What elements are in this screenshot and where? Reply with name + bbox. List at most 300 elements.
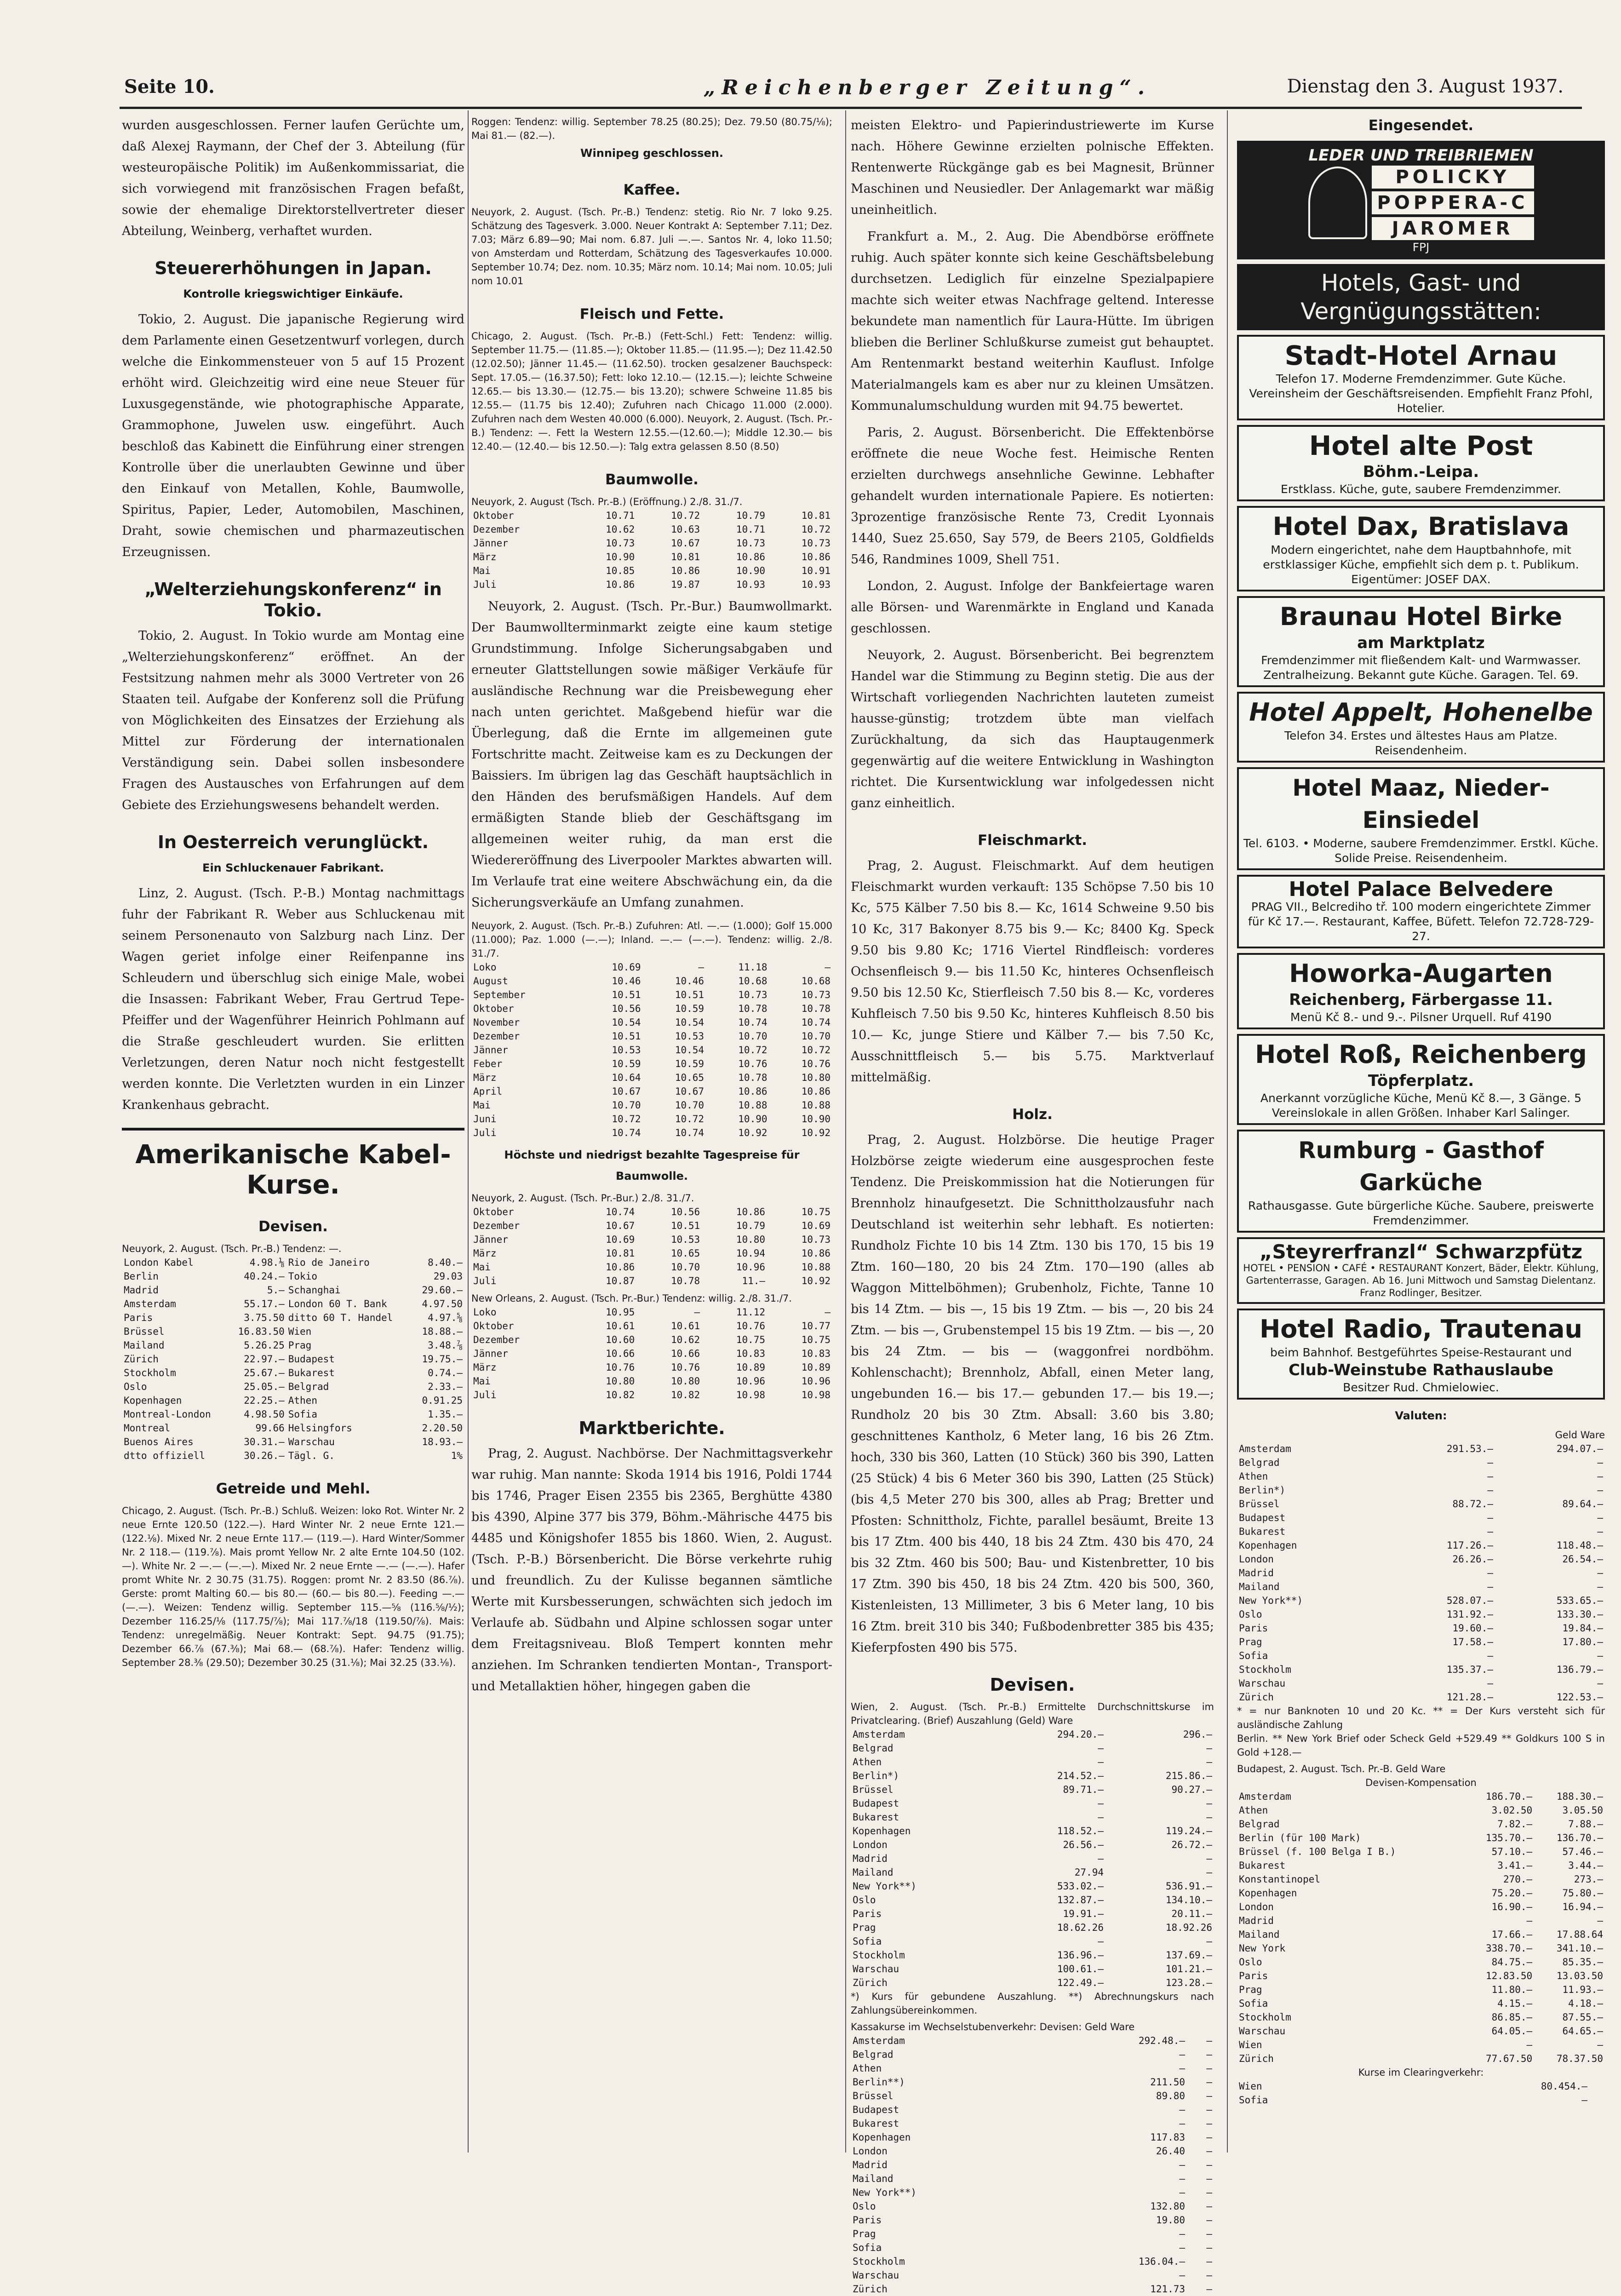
table-row	[471, 1112, 832, 1126]
row-value: 10.89	[801, 1362, 831, 1373]
row-value: 10.75	[801, 1206, 831, 1217]
table-row	[1237, 2010, 1605, 2024]
row-value: 528.07.—	[1446, 1595, 1493, 1606]
row-value: 132.80	[1150, 2201, 1186, 2212]
row-value: Tägl. G.	[288, 1450, 335, 1461]
table-row	[1237, 1442, 1605, 1456]
advertisements	[1237, 141, 1605, 1400]
row-label: Juli	[473, 1275, 497, 1286]
berlin-note: Berlin. ** New York Brief oder Scheck Geld +529.49 ** Goldkurs 100 S in Gold +128.—	[1237, 1733, 1605, 1758]
article-headline: Steuererhöhungen in Japan.	[155, 258, 432, 278]
table-row	[471, 536, 832, 550]
table-row	[851, 1907, 1214, 1921]
table-row	[1237, 1997, 1605, 2010]
market-report: Prag, 2. August. Holzbörse. Die heutige Prager Holzbörse zeigte wiederum eine ausgesprochen feste Tendenz. Die Preiskommission hat die Notierungen für Brennholz hinaufgesetzt. Die Schnittholzausfuhr nach Deutschland ist weiterhin sehr lebhaft. Es notierten: Rundholz Fichte 10 bis 14 Ztm. 130 bis 170, 15 bis 19 Ztm. 160—180, 20 bis 24 Ztm. 170—190 (alles ab Waggon Mittelböhmen); Grubenholz, Fichte, Tanne 10 bis 14 Ztm. — bis —, 15 bis 19 Ztm. — bis —, 20 bis 24 Ztm. — bis —, Grubenstempel 15 bis 19 Ztm. — bis —, 20 bis 24 Ztm. — bis — (waggonfrei nordböhm. Kohlenschacht); Brennholz, Abfall, einen Meter lang, ungebunden 16.— bis 17.— gebunden 17.— bis 19.—; Rundholz 20 bis 30 Ztm. Absall: 3.60 bis 3.80; geschnittenes Kantholz, 6 Meter lang, 16 bis 26 Ztm. hoch, 330 bis 360, Latten (10 Stück) 360 bis 390, Latten (25 Stück) 4 bis 6 Meter 360 bis 390, Latten (25 Stück) (bis 4,5 Meter 270 bis 300, alles ab Prag; Bretter und Pfosten: Schnittholz, Fichte, parallel besäumt, Breite 13 bis 17 Ztm. 400 bis 440, 18 bis 24 Ztm. 430 bis 470, 24 bis 32 Ztm. 460 bis 500; Bau- und Kistenbretter, 10 bis 17 Ztm. 390 bis 450, 18 bis 24 Ztm. 420 bis 500, 360, Kistenleisten, 13 Millimeter, 3 bis 6 Meter lang, 10 bis 16 Ztm. breit 310 bis 340; Fußbodenbretter 385 bis 435; Kieferpfosten 490 bis 575.	[851, 1133, 1214, 1655]
row-value: 188.30.—	[1556, 1791, 1603, 1802]
market-report: meisten Elektro- und Papierindustriewerte im Kurse nach. Höhere Gewinne erzielten polnische Effekten. Rentenwerte Rückgänge gab es bei Magnesit, Brünner Maschinen und Neusiedler. Der Anlagemarkt war mäßig uneinheitlich.	[851, 118, 1214, 217]
row-label: März	[473, 1072, 497, 1083]
row-value: 10.87	[606, 1275, 635, 1286]
table-row	[471, 1126, 832, 1140]
hotel-name: Hotel Dax, Bratislava	[1272, 512, 1569, 541]
brand-word: POPPERA-C	[1372, 191, 1534, 214]
row-value: —	[1487, 1526, 1493, 1537]
row-value: —	[1597, 1678, 1603, 1689]
row-value: 118.52.—	[1057, 1825, 1104, 1837]
row-value: 10.74	[738, 1017, 768, 1028]
row-value	[1589, 2093, 1605, 2107]
row-value: —	[1206, 2077, 1212, 2088]
ad-hotels-banner	[1237, 264, 1605, 330]
brand-word: POLICKY	[1372, 166, 1534, 189]
row-value: 4.97.50	[422, 1298, 463, 1309]
table-row	[1237, 1983, 1605, 1997]
row-value: 10.56	[612, 1003, 641, 1014]
row-value: 10.73	[606, 538, 635, 549]
row-value: 10.59	[675, 1003, 705, 1014]
row-label: März	[473, 1362, 497, 1373]
row-label: Juli	[473, 579, 497, 590]
row-label: London	[853, 2146, 888, 2157]
row-value: 10.70	[670, 1262, 700, 1273]
kassa-table	[851, 2034, 1214, 2296]
row-value: 3.44.—	[1568, 1860, 1603, 1871]
table-row	[851, 1948, 1214, 1962]
row-value: 7.82.—	[1497, 1819, 1533, 1830]
row-value: —	[1179, 2049, 1186, 2060]
row-value: 5.—	[267, 1285, 285, 1296]
row-value: 10.54	[675, 1045, 705, 1056]
row-value: —	[1597, 1512, 1603, 1523]
row-label: Brüssel (f. 100 Belga I B.)	[1239, 1846, 1396, 1857]
row-label: Berlin (für 100 Mark)	[1239, 1832, 1361, 1843]
row-value: 10.72	[738, 1045, 768, 1056]
ad-hotel	[1237, 1309, 1605, 1400]
hotel-text: Tel. 6103. • Moderne, saubere Fremdenzimmer. Erstkl. Küche. Solide Preise. Reisendenheim.	[1243, 837, 1599, 865]
quote-subheader: Kurse im Clearingverkehr:	[1358, 2067, 1484, 2078]
winnipeg-note: Winnipeg geschlossen.	[580, 147, 723, 160]
row-value: 88.72.—	[1452, 1498, 1493, 1510]
row-value: 10.74	[606, 1206, 635, 1217]
row-value: Budapest	[288, 1354, 335, 1365]
row-value: 10.69	[801, 1220, 831, 1231]
row-value: —	[1179, 2242, 1186, 2253]
table-row	[471, 1205, 832, 1219]
table-row	[851, 2144, 1214, 2158]
table-row	[1237, 2052, 1605, 2066]
table-row	[471, 1347, 832, 1360]
row-value: —	[1098, 1756, 1104, 1768]
row-value: 117.26.—	[1446, 1540, 1493, 1551]
row-value: 121.28.—	[1446, 1692, 1493, 1703]
row-value: 78.37.50	[1556, 2053, 1603, 2064]
row-label: Jänner	[473, 1348, 508, 1359]
row-label: Stockholm	[853, 1950, 905, 1961]
article-body: Tokio, 2. August. In Tokio wurde am Montag eine „Welterziehungskonferenz“ eröffnet. An der Festsitzung nahmen mehr als 3000 Vertreter von 26 Staaten teil. Aufgabe der Konferenz soll die Prüfung von Möglichkeiten des Einsatzes der Erziehung als Mittel zur Förderung der internationalen Verständigung sein. Dabei sollen insbesondere Fragen des Austausches von Erfahrungen auf dem Gebiete des Erziehungswesens behandelt werden.	[122, 629, 464, 812]
row-label: Athen	[1239, 1805, 1268, 1816]
row-value: 10.86	[670, 565, 700, 576]
ad-leather-belts	[1237, 141, 1605, 259]
row-label: Stockholm	[1239, 1664, 1291, 1675]
row-value: 122.53.—	[1556, 1692, 1603, 1703]
row-value: —	[1581, 2095, 1588, 2106]
row-value: Prag	[288, 1340, 312, 1351]
row-value: —	[1206, 2270, 1212, 2281]
row-value: 11.80.—	[1491, 1984, 1533, 1995]
row-value: 10.73	[738, 989, 768, 1000]
table-row	[122, 1338, 464, 1352]
row-label: Paris	[1239, 1623, 1268, 1634]
row-label: Wien	[1239, 2081, 1262, 2092]
row-value: 10.70	[801, 1031, 831, 1042]
hotel-text: Anerkannt vorzügliche Küche, Menü Kč 8.—, 3 Gänge. 5 Vereinslokale in allen Größen. Inhaber Karl Salinger.	[1260, 1091, 1582, 1119]
row-label: dtto offiziell	[124, 1450, 206, 1461]
table-row	[122, 1407, 464, 1421]
row-value: 132.87.—	[1057, 1894, 1104, 1906]
row-value: 75.20.—	[1491, 1888, 1533, 1899]
row-label: Berlin*)	[1239, 1485, 1286, 1496]
market-report: London, 2. August. Infolge der Bankfeiertage waren alle Börsen- und Warenmärkte in England und Kanada geschlossen.	[851, 579, 1214, 636]
row-label: Kopenhagen	[853, 1825, 911, 1837]
table-row	[1237, 1469, 1605, 1483]
row-value: 135.70.—	[1486, 1832, 1533, 1843]
row-value: 291.53.—	[1446, 1443, 1493, 1454]
row-label: Berlin*)	[853, 1770, 899, 1781]
table-row	[851, 2227, 1214, 2241]
row-label: Madrid	[124, 1285, 159, 1296]
row-value: 10.60	[606, 1334, 635, 1345]
row-value: 0.91.25	[422, 1395, 463, 1406]
table-row	[1237, 1483, 1605, 1497]
table-row	[471, 522, 832, 536]
table-row	[851, 1728, 1214, 1741]
row-label: Stockholm	[1239, 2012, 1291, 2023]
hotel-text: HOTEL • PENSION • CAFÉ • RESTAURANT Konzert, Bäder, Elektr. Kühlung, Gartenterrasse, Garagen. Ab 16. Juni Mittwoch und Samstag Dielentanz. Franz Rodlinger, Besitzer.	[1243, 1263, 1599, 1298]
row-label: Oktober	[473, 510, 514, 521]
row-value: 89.71.—	[1063, 1784, 1104, 1795]
row-value: —	[1179, 2118, 1186, 2129]
row-value: 10.67	[675, 1086, 705, 1097]
row-value: 1.35.—	[428, 1409, 463, 1420]
row-value: —	[1487, 1567, 1493, 1578]
grain-quotes: Chicago, 2. August. (Tsch. Pr.-B.) Schluß. Weizen: loko Rot. Winter Nr. 2 neue Ernte 120.50 (122.—). Hard Winter Nr. 2 neue Ernte 121.— (122.⅛). Mixed Nr. 2 neue Ernte 117.— (119.—). Hard Winter/Sommer Nr. 2 118.— (119.⅞). Mais promt Yellow Nr. 2 alte Ernte 104.50 (102.—). White Nr. 2 —.— (—.—). Mixed Nr. 2 neue Ernte —.— (—.—). Hafer promt White Nr. 2 30.75 (31.75). Roggen: promt Nr. 2 83.50 (86.⅞). Gerste: promt Malting 60.— bis 80.— (60.— bis 80.—). Feeding —.— (—.—). Weizen: Tendenz willig. September 115.—⅝ (116.⅝/½); Dezember 116.25/⅛ (117.75/⅞); Mai 117.⅞/18 (119.50/⅞). Mais: Tendenz: unregelmäßig. Neuer Kontrakt: Sept. 94.75 (91.75); Dezember 66.⅞ (67.⅜); Mai 68.— (68.⅞). Hafer: Tendenz willig. September 28.⅜ (29.50); Dezember 30.25 (31.⅛); Mai 32.25 (33.⅛).	[122, 1505, 464, 1668]
row-label: Oktober	[473, 1206, 514, 1217]
table-row	[471, 1002, 832, 1016]
table-row	[122, 1283, 464, 1297]
cotton-table	[471, 1205, 832, 1288]
table-row	[851, 1879, 1214, 1893]
row-label: April	[473, 1086, 503, 1097]
row-value: —	[1206, 2035, 1212, 2046]
row-value: Athen	[288, 1395, 317, 1406]
row-value: 19.80	[1156, 2215, 1186, 2226]
hotel-name: Hotel alte Post	[1309, 430, 1533, 461]
rye-quotes: Roggen: Tendenz: willig. September 78.25 (80.25); Dez. 79.50 (80.75/⅛); Mai 81.— (82.—).	[471, 116, 832, 141]
row-label: Prag	[853, 2228, 876, 2239]
row-value: 87.55.—	[1562, 2012, 1603, 2023]
row-label: Kopenhagen	[1239, 1540, 1297, 1551]
row-value: 10.78	[738, 1072, 768, 1083]
row-value: 10.98	[736, 1389, 766, 1401]
row-value: 55.17.—	[244, 1298, 285, 1309]
column-divider	[468, 110, 469, 2152]
row-label: Warschau	[853, 1963, 899, 1975]
row-label: Prag	[853, 1922, 876, 1933]
row-value: 64.65.—	[1562, 2026, 1603, 2037]
row-label: Paris	[1239, 1970, 1268, 1981]
row-label: Buenos Aires	[124, 1436, 194, 1447]
table-row	[1237, 2024, 1605, 2038]
quote-header: Budapest, 2. August. Tsch. Pr.-B. Geld Ware	[1237, 1763, 1446, 1774]
row-label: Bukarest	[1239, 1526, 1286, 1537]
row-label: Oktober	[473, 1320, 514, 1332]
row-value: 10.80	[736, 1234, 766, 1245]
row-value: 4.15.—	[1497, 1998, 1533, 2009]
ad-hotel	[1237, 335, 1605, 420]
row-value: —	[1526, 2039, 1533, 2050]
row-value: 10.64	[612, 1072, 641, 1083]
banner-text: Hotels, Gast- und Vergnügungsstätten:	[1300, 270, 1541, 325]
row-value: —	[1206, 2201, 1212, 2212]
table-row	[851, 1810, 1214, 1824]
row-value: 64.05.—	[1491, 2026, 1533, 2037]
row-value: 26.72.—	[1171, 1839, 1212, 1850]
row-value: 10.95	[606, 1307, 635, 1318]
row-value: 18.92.26	[1165, 1922, 1212, 1933]
row-value: 10.67	[612, 1086, 641, 1097]
table-row	[1237, 1690, 1605, 1704]
subsection-title: Fleisch und Fette.	[579, 306, 724, 322]
row-label: Zürich	[1239, 1692, 1274, 1703]
row-label: Kopenhagen	[853, 2132, 911, 2143]
market-report: Paris, 2. August. Börsenbericht. Die Effektenbörse eröffnete die neue Woche fest. Heimische Renten erzielten durchwegs ansehnliche Gewinne. Lebhafter gehandelt wurden internationale Papiere. Es notierten: 3prozentige französische Rente 73, Credit Lyonnais 1440, Suez 25.650, Say 579, de Beers 2105, Goldfields 546, Randmines 1009, Shell 751.	[851, 425, 1214, 567]
table-row	[471, 1057, 832, 1071]
row-label: Madrid	[853, 1853, 888, 1864]
row-value: 22.25.—	[244, 1395, 285, 1406]
row-value: 16.83.50	[238, 1326, 285, 1337]
row-value: 10.76	[801, 1058, 831, 1069]
row-value: 10.73	[801, 989, 831, 1000]
table-row	[1237, 1790, 1605, 1803]
row-value: 10.59	[675, 1058, 705, 1069]
row-value: —	[1206, 1798, 1212, 1809]
row-value	[1589, 2079, 1605, 2093]
row-value: 10.46	[612, 976, 641, 987]
row-value: 10.72	[675, 1114, 705, 1125]
hotel-name: Braunau Hotel Birke	[1279, 602, 1563, 631]
row-value: 17.66.—	[1491, 1929, 1533, 1940]
row-label: Berlin**)	[853, 2077, 905, 2088]
row-label: Belgrad	[853, 1743, 894, 1754]
table-row	[471, 1388, 832, 1402]
subsection-title: Fleischmarkt.	[977, 832, 1088, 849]
row-value: —	[1206, 2146, 1212, 2157]
row-label: Oslo	[853, 1894, 876, 1906]
row-label: Juni	[473, 1114, 497, 1125]
row-value: 10.74	[675, 1127, 705, 1138]
table-row	[471, 1305, 832, 1319]
table-row	[471, 974, 832, 988]
masthead-rule	[120, 107, 1582, 109]
table-row	[471, 988, 832, 1002]
table-row	[851, 1824, 1214, 1838]
table-row	[1237, 1649, 1605, 1663]
row-value: 10.46	[675, 976, 705, 987]
row-value: 10.70	[738, 1031, 768, 1042]
table-row	[851, 2172, 1214, 2186]
row-label: Zürich	[124, 1354, 159, 1365]
table-row	[851, 1741, 1214, 1755]
row-label: London	[853, 1839, 888, 1850]
row-value: 10.54	[675, 1017, 705, 1028]
row-label: Belgrad	[1239, 1457, 1280, 1468]
row-label: Brüssel	[853, 1784, 894, 1795]
hotel-text: Menü Kč 8.- und 9.-. Pilsner Urquell. Ruf 4190	[1290, 1010, 1552, 1024]
row-value: 19.87	[670, 579, 700, 590]
table-row	[122, 1435, 464, 1449]
row-value: 19.75.—	[422, 1354, 463, 1365]
table-row	[1237, 1607, 1605, 1621]
table-row	[122, 1394, 464, 1407]
row-label: Budapest	[853, 1798, 899, 1809]
table-row	[1237, 1969, 1605, 1983]
row-label: Wien	[1239, 2039, 1262, 2050]
row-value: 10.94	[736, 1248, 766, 1259]
row-value: 10.66	[670, 1348, 700, 1359]
meat-quotes: Chicago, 2. August. (Tsch. Pr.-B.) (Fett-Schl.) Fett: Tendenz: willig. September 11.75.— (11.85.—); Oktober 11.85.— (11.95.—); Dez 11.42.50 (12.02.50); Jänner 11.45.— (11.62.50). trocken gesalzener Bauchspeck: Sept. 17.05.— (16.37.50); Fett: loko 12.10.— (12.15.—); leichte Schweine 12.65.— bis 13.30.— (12.75.— bis 13.20); schwere Schweine 11.85 bis 12.55.— (11.75 bis 12.40); Zufuhren nach Chicago 11.000 (2.000). Zufuhren nach dem Westen 40.000 (6.000). Neuyork, 2. August. (Tsch. Pr.-B.) Tendenz: —. Fett la Western 12.55.—(12.60.—); Middle 12.30.— bis 12.40.— (12.40.— bis 12.50.—): Talg extra gelassen 8.50 (8.50)	[471, 331, 832, 452]
table-row	[851, 1893, 1214, 1907]
quote-header: Neuyork, 2. August (Tsch. Pr.-B.) (Eröffnung.) 2./8. 31./7.	[471, 496, 743, 507]
row-value: —	[1206, 2104, 1212, 2115]
quote-header: Wien, 2. August. (Tsch. Pr.-B.) Ermittelte Durchschnittskurse im Privatclearing. (Brief) Auszahlung (Geld) Ware	[851, 1701, 1214, 1726]
row-value: 30.31.—	[244, 1436, 285, 1447]
table-row	[471, 1274, 832, 1288]
row-value: 11.18	[738, 962, 768, 973]
table-row	[851, 1769, 1214, 1783]
row-value: 533.65.—	[1556, 1595, 1603, 1606]
table-row	[1237, 1845, 1605, 1859]
table-row	[122, 1449, 464, 1463]
table-row	[471, 1319, 832, 1333]
row-value: —	[1597, 1567, 1603, 1578]
row-value: 10.68	[738, 976, 768, 987]
table-row	[851, 1866, 1214, 1879]
devisen-table	[122, 1256, 464, 1463]
table-row	[851, 2117, 1214, 2130]
table-row	[471, 1360, 832, 1374]
row-label: Mailand	[853, 2173, 894, 2184]
row-label: Juli	[473, 1127, 497, 1138]
hotel-text: Telefon 17. Moderne Fremdenzimmer. Gute Küche. Vereinsheim der Geschäftsreisenden. Empfiehlt Franz Pfohl, Hotelier.	[1249, 372, 1593, 415]
row-value: 121.73	[1150, 2284, 1186, 2295]
row-label: Mailand	[853, 1867, 894, 1878]
row-value: —	[1098, 1853, 1104, 1864]
row-value: 10.59	[612, 1058, 641, 1069]
table-row	[851, 1838, 1214, 1852]
row-value: 10.62	[670, 1334, 700, 1345]
row-label: Mai	[473, 565, 491, 576]
row-value: 26.54.—	[1562, 1554, 1603, 1565]
row-value: 18.88.—	[422, 1326, 463, 1337]
hotel-text: beim Bahnhof. Bestgeführtes Speise-Restaurant und	[1270, 1346, 1572, 1359]
row-value: —	[1206, 1812, 1212, 1823]
row-value: Belgrad	[288, 1381, 329, 1392]
table-row	[1237, 1635, 1605, 1649]
hotel-location: Reichenberg, Färbergasse 11.	[1289, 991, 1553, 1009]
row-value: 10.86	[736, 551, 766, 563]
hotel-name-secondary: Club-Weinstube Rathauslaube	[1288, 1361, 1554, 1379]
table-row	[1237, 1497, 1605, 1511]
row-value: 294.07.—	[1556, 1443, 1603, 1454]
row-value: 25.05.—	[244, 1381, 285, 1392]
row-label: Amsterdam	[853, 2035, 905, 2046]
row-value: —	[1487, 1485, 1493, 1496]
cotton-table	[471, 960, 832, 1140]
table-row	[851, 2089, 1214, 2103]
row-value: —	[1179, 2159, 1186, 2170]
quote-header: Neuyork, 2. August. (Tsch. Pr.-B.) Zufuhren: Atl. —.— (1.000); Golf 15.000 (11.000); Paz. 1.000 (—.—); Inland. —.— (—.—). Tendenz: willig. 2./8. 31./7.	[471, 920, 832, 959]
row-value: 296.—	[1183, 1729, 1212, 1740]
row-label: Oktober	[473, 1003, 514, 1014]
row-value: 214.52.—	[1057, 1770, 1104, 1781]
row-label: September	[473, 989, 526, 1000]
row-value: ditto 60 T. Handel	[288, 1312, 393, 1323]
row-label: Sofia	[853, 1936, 882, 1947]
row-value: 136.79.—	[1556, 1664, 1603, 1675]
row-value: 10.86	[801, 551, 831, 563]
table-row	[851, 2282, 1214, 2296]
row-value: Sofia	[288, 1409, 317, 1420]
row-label: Mai	[473, 1100, 491, 1111]
row-label: Kopenhagen	[124, 1395, 182, 1406]
row-label: Madrid	[853, 2159, 888, 2170]
row-value: 86.85.—	[1491, 2012, 1533, 2023]
row-value: —	[1487, 1512, 1493, 1523]
table-row	[851, 2075, 1214, 2089]
market-report: Prag, 2. August. Fleischmarkt. Auf dem heutigen Fleischmarkt wurden verkauft: 135 Schöpse 7.50 bis 10 Kc, 575 Kälber 7.50 bis 8.— Kc, 1614 Schweine 9.50 bis 10 Kc, 317 Bakonyer 8.75 bis 9.— Kc; 8400 Kg. Speck 9.50 bis 9.80 Kc; 1716 Viertel Rindfleisch: vorderes Ochsenfleisch 9.— bis 11.50 Kc, hinteres Ochsenfleisch 9.50 bis 12.50 Kc, Stierfleisch 7.50 bis 8.— Kc, vorderes Kuhfleisch 7.50 bis 9.50 Kc, hinteres Kuhfleisch 8.50 bis 10.— Kc, junge Stiere und Kälber 7.— bis 7.50 Kc, Ausschnittfleisch 5.— bis 5.75. Marktverlauf mittelmäßig.	[851, 859, 1214, 1085]
row-value: —	[1206, 2242, 1212, 2253]
row-label: Sofia	[1239, 1998, 1268, 2009]
row-value: —	[1179, 2270, 1186, 2281]
row-label: Oslo	[853, 2201, 876, 2212]
hotel-text: Erstklass. Küche, gute, saubere Fremdenzimmer.	[1281, 482, 1561, 496]
row-value: 10.51	[612, 1031, 641, 1042]
ad-hotel	[1237, 692, 1605, 763]
row-value: 10.91	[801, 565, 831, 576]
row-value: 10.90	[738, 1114, 768, 1125]
row-value: 10.79	[736, 1220, 766, 1231]
row-value: 10.51	[675, 989, 705, 1000]
row-label: Athen	[853, 2063, 882, 2074]
quote-header: Kassakurse im Wechselstubenverkehr: Devisen: Geld Ware	[851, 2021, 1135, 2032]
row-label: Sofia	[853, 2242, 882, 2253]
row-value: —	[1206, 1743, 1212, 1754]
ad-hotel	[1237, 596, 1605, 687]
article-headline: In Oesterreich verunglückt.	[157, 832, 429, 852]
row-value: 123.28.—	[1165, 1977, 1212, 1988]
row-value: 10.76	[738, 1058, 768, 1069]
table-row	[851, 2268, 1214, 2282]
row-value: 4.18.—	[1568, 1998, 1603, 2009]
row-value: 84.75.—	[1491, 1957, 1533, 1968]
row-value: 16.90.—	[1491, 1901, 1533, 1912]
row-value: 136.04.—	[1138, 2256, 1186, 2267]
row-value: 3.48.⅞	[428, 1340, 463, 1351]
row-label: Amsterdam	[1239, 1791, 1291, 1802]
row-value: 10.67	[670, 538, 700, 549]
budapest-table	[1237, 1790, 1605, 2066]
table-row	[851, 2255, 1214, 2268]
row-value: 19.60.—	[1452, 1623, 1493, 1634]
